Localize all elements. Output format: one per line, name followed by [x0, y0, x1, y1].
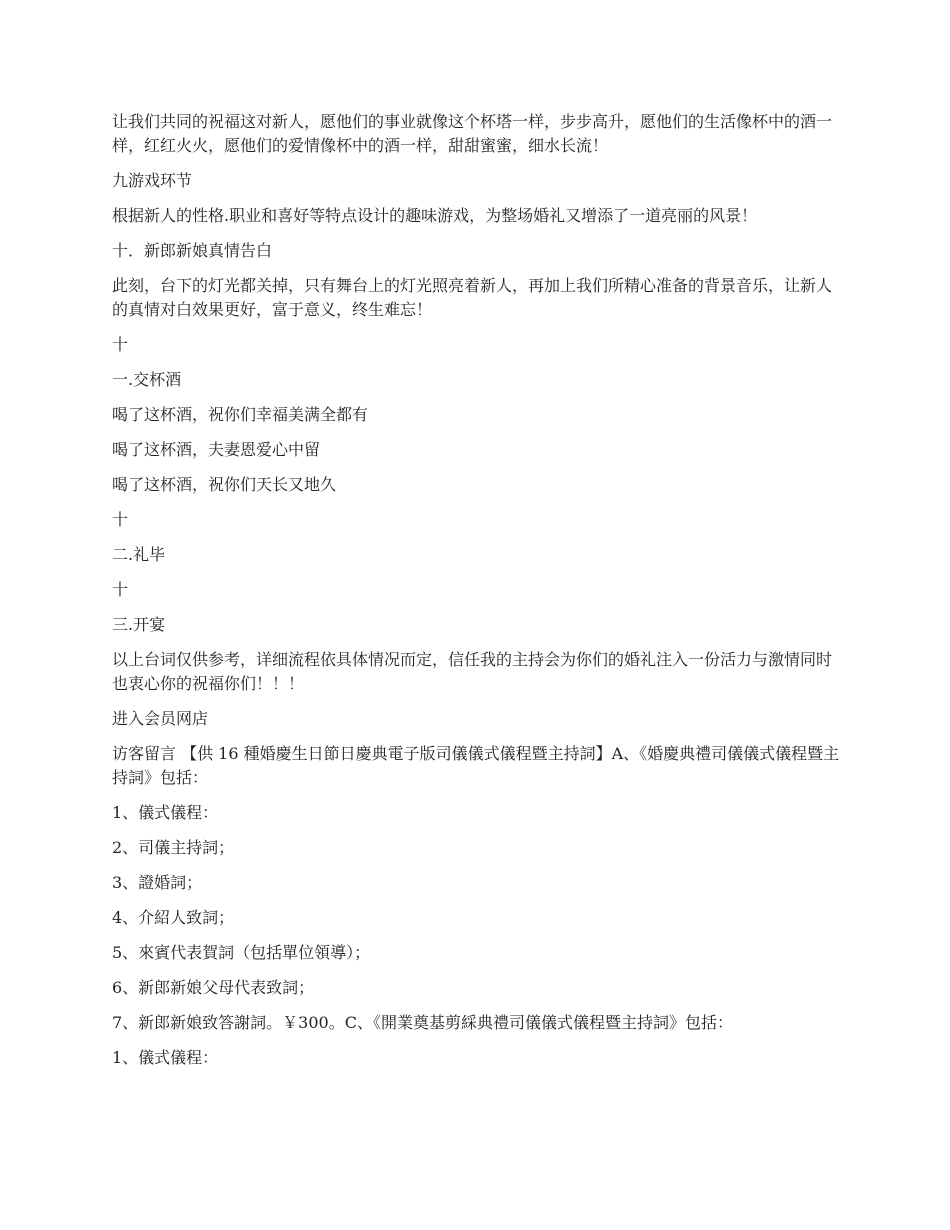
section-heading: 九游戏环节	[112, 171, 193, 190]
list-item: 4、介紹人致詞；	[112, 908, 235, 927]
paragraph: 访客留言 【供 16 種婚慶生日節日慶典電子版司儀儀式儀程暨主持詞】A、《婚慶典禮司儀儀式儀程暨主持詞》包括：	[112, 744, 840, 787]
section-heading: 十	[112, 335, 129, 354]
list-item: 1、儀式儀程：	[112, 803, 219, 822]
section-heading: 十	[112, 510, 129, 529]
section-heading: 一.交杯酒	[112, 370, 182, 389]
toast-line: 喝了这杯酒，祝你们天长又地久	[112, 475, 337, 494]
section-heading: 十．新郎新娘真情告白	[112, 241, 273, 260]
paragraph: 根据新人的性格.职业和喜好等特点设计的趣味游戏，为整场婚礼又增添了一道亮丽的风景！	[112, 206, 758, 225]
list-item: 3、證婚詞；	[112, 873, 203, 892]
section-heading: 十	[112, 580, 129, 599]
list-item: 5、來賓代表賀詞（包括單位領導）；	[112, 943, 371, 962]
section-heading: 二.礼毕	[112, 545, 166, 564]
list-item: 1、儀式儀程：	[112, 1048, 219, 1067]
paragraph: 此刻，台下的灯光都关掉，只有舞台上的灯光照亮着新人，再加上我们所精心准备的背景音乐，让新人的真情对白效果更好，富于意义，终生难忘！	[112, 276, 833, 319]
list-item: 2、司儀主持詞；	[112, 838, 235, 857]
document-body	[112, 110, 844, 1081]
list-item: 6、新郎新娘父母代表致詞；	[112, 978, 315, 997]
list-item: 7、新郎新娘致答謝詞。￥300。C、《開業奠基剪綵典禮司儀儀式儀程暨主持詞》包括：	[112, 1013, 733, 1032]
paragraph: 让我们共同的祝福这对新人，愿他们的事业就像这个杯塔一样，步步高升，愿他们的生活像杯中的酒一样，红红火火，愿他们的爱情像杯中的酒一样，甜甜蜜蜜，细水长流！	[112, 112, 833, 155]
toast-line: 喝了这杯酒，夫妻恩爱心中留	[112, 440, 321, 459]
section-heading: 三.开宴	[112, 615, 166, 634]
toast-line: 喝了这杯酒，祝你们幸福美满全都有	[112, 405, 369, 424]
shop-link-text: 进入会员网店	[112, 709, 209, 728]
paragraph: 以上台词仅供参考，详细流程依具体情况而定，信任我的主持会为你们的婚礼注入一份活力与激情同时也衷心你的祝福你们！！！	[112, 650, 833, 693]
